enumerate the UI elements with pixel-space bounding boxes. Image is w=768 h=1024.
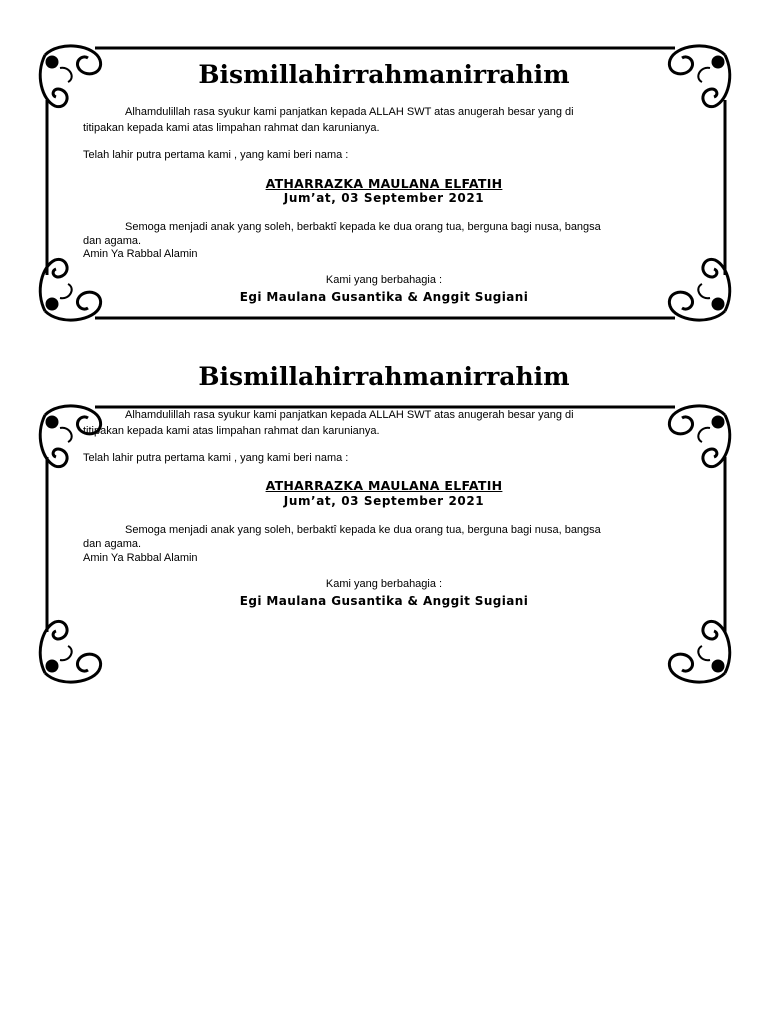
corner-ornament-icon bbox=[669, 406, 729, 467]
thanks-line-2: titipakan kepada kami atas limpahan rahmat dan karunianya. bbox=[83, 425, 380, 437]
prayer-line-2: dan agama. bbox=[83, 235, 142, 247]
thanks-line-1: Alhamdulillah rasa syukur kami panjatkan kepada ALLAH SWT atas anugerah besar yang di bbox=[125, 106, 574, 118]
corner-ornament-icon bbox=[669, 621, 729, 682]
birth-intro: Telah lahir putra pertama kami , yang kami beri nama : bbox=[83, 452, 349, 464]
child-name: ATHARRAZKA MAULANA ELFATIH bbox=[265, 478, 503, 493]
prayer-line-2: dan agama. bbox=[83, 538, 142, 550]
birth-intro: Telah lahir putra pertama kami , yang kami beri nama : bbox=[83, 149, 349, 161]
closing-line: Kami yang berbahagia : bbox=[325, 578, 443, 590]
closing-line: Kami yang berbahagia : bbox=[325, 274, 443, 286]
parents-names: Egi Maulana Gusantika & Anggit Sugiani bbox=[239, 290, 529, 304]
corner-ornament-icon bbox=[40, 621, 100, 682]
card-title: Bismillahirrahmanirrahim bbox=[198, 60, 570, 89]
prayer-line-1: Semoga menjadi anak yang soleh, berbaktî kepada ke dua orang tua, berguna bagi nusa, bangsa bbox=[125, 221, 601, 233]
ornamental-frame-bottom bbox=[0, 600, 768, 690]
birth-date: Jum’at, 03 September 2021 bbox=[283, 191, 485, 205]
amin-line: Amin Ya Rabbal Alamin bbox=[83, 248, 198, 260]
card-title: Bismillahirrahmanirrahim bbox=[198, 362, 570, 391]
birth-date: Jum’at, 03 September 2021 bbox=[283, 494, 485, 508]
thanks-line-1: Alhamdulillah rasa syukur kami panjatkan kepada ALLAH SWT atas anugerah besar yang di bbox=[125, 409, 574, 421]
prayer-line-1: Semoga menjadi anak yang soleh, berbaktî kepada ke dua orang tua, berguna bagi nusa, bangsa bbox=[125, 524, 601, 536]
parents-names: Egi Maulana Gusantika & Anggit Sugiani bbox=[239, 594, 529, 608]
invitation-card-1 bbox=[0, 40, 768, 340]
child-name: ATHARRAZKA MAULANA ELFATIH bbox=[265, 176, 503, 191]
amin-line: Amin Ya Rabbal Alamin bbox=[83, 552, 198, 564]
thanks-line-2: titipakan kepada kami atas limpahan rahmat dan karunianya. bbox=[83, 122, 380, 134]
